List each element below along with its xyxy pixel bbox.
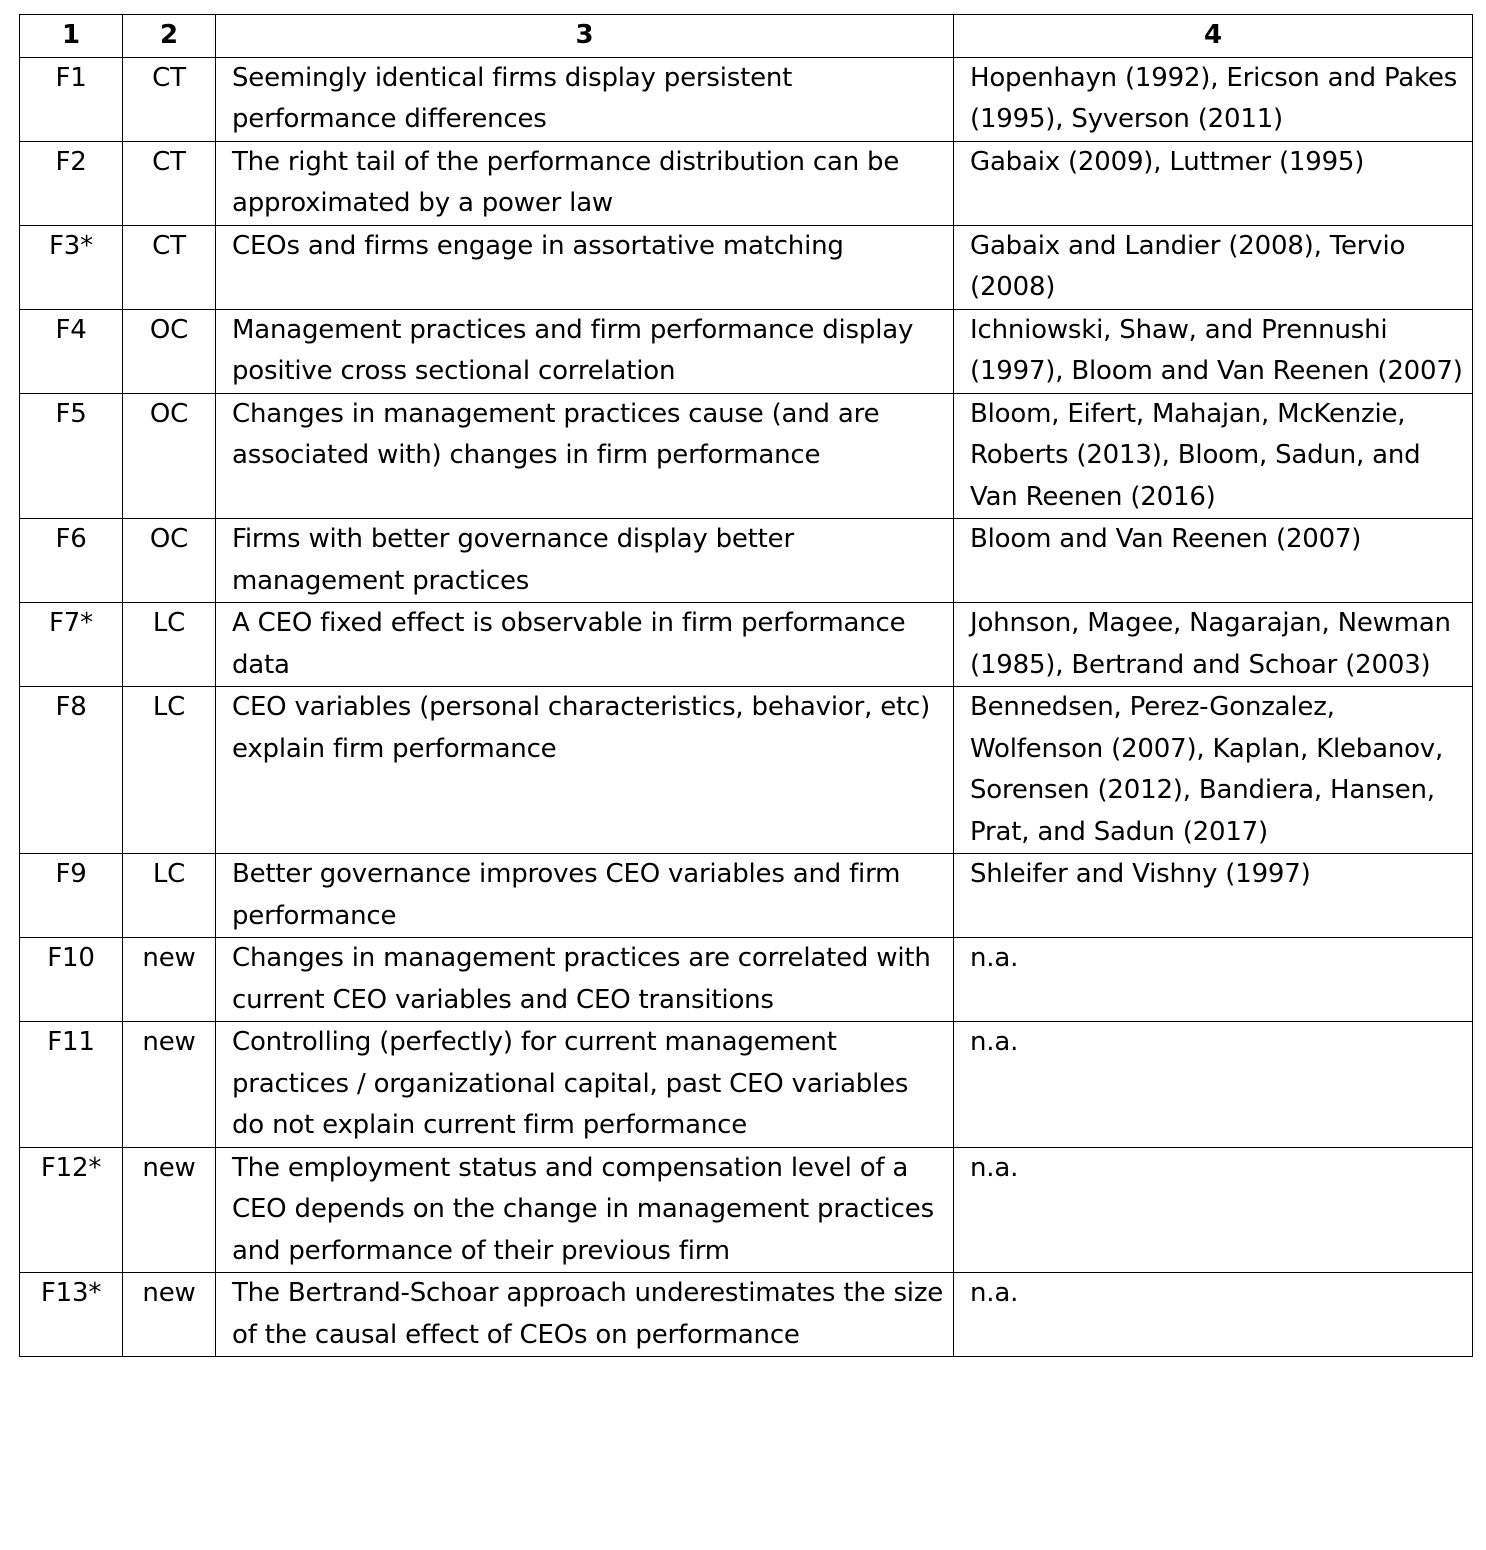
fact-id-cell: F7* — [20, 603, 123, 687]
fact-id-cell: F2 — [20, 141, 123, 225]
description-cell: The Bertrand-Schoar approach underestimates the size of the causal effect of CEOs on performance — [216, 1273, 954, 1357]
table-row — [20, 938, 1473, 1022]
reference-cell: Shleifer and Vishny (1997) — [954, 854, 1473, 938]
fact-id-cell: F6 — [20, 519, 123, 603]
category-cell: new — [123, 1147, 216, 1273]
category-cell: LC — [123, 603, 216, 687]
description-cell: The employment status and compensation level of a CEO depends on the change in management practices and performance of their previous firm — [216, 1147, 954, 1273]
table-row — [20, 309, 1473, 393]
reference-cell: n.a. — [954, 938, 1473, 1022]
category-cell: CT — [123, 57, 216, 141]
fact-id-cell: F12* — [20, 1147, 123, 1273]
reference-cell: Bennedsen, Perez-Gonzalez, Wolfenson (2007), Kaplan, Klebanov, Sorensen (2012), Bandiera, Hansen, Prat, and Sadun (2017) — [954, 687, 1473, 854]
table-row — [20, 141, 1473, 225]
category-cell: new — [123, 938, 216, 1022]
description-cell: Seemingly identical firms display persistent performance differences — [216, 57, 954, 141]
fact-id-cell: F1 — [20, 57, 123, 141]
category-cell: new — [123, 1273, 216, 1357]
category-cell: LC — [123, 854, 216, 938]
fact-id-cell: F5 — [20, 393, 123, 519]
category-cell: OC — [123, 519, 216, 603]
reference-cell: n.a. — [954, 1022, 1473, 1148]
reference-cell: Ichniowski, Shaw, and Prennushi (1997), Bloom and Van Reenen (2007) — [954, 309, 1473, 393]
fact-id-cell: F13* — [20, 1273, 123, 1357]
fact-id-cell: F4 — [20, 309, 123, 393]
table-row — [20, 519, 1473, 603]
table-row — [20, 603, 1473, 687]
description-cell: CEOs and firms engage in assortative matching — [216, 225, 954, 309]
header-col-1: 1 — [20, 15, 123, 58]
fact-id-cell: F10 — [20, 938, 123, 1022]
table-row — [20, 57, 1473, 141]
fact-id-cell: F9 — [20, 854, 123, 938]
category-cell: OC — [123, 393, 216, 519]
reference-cell: Bloom and Van Reenen (2007) — [954, 519, 1473, 603]
reference-cell: Hopenhayn (1992), Ericson and Pakes (1995), Syverson (2011) — [954, 57, 1473, 141]
header-row — [20, 15, 1473, 58]
fact-id-cell: F8 — [20, 687, 123, 854]
table-row — [20, 854, 1473, 938]
reference-cell: Gabaix and Landier (2008), Tervio (2008) — [954, 225, 1473, 309]
category-cell: LC — [123, 687, 216, 854]
table-row — [20, 225, 1473, 309]
category-cell: CT — [123, 225, 216, 309]
header-col-3: 3 — [216, 15, 954, 58]
table-row — [20, 393, 1473, 519]
category-cell: new — [123, 1022, 216, 1148]
reference-cell: n.a. — [954, 1273, 1473, 1357]
header-col-4: 4 — [954, 15, 1473, 58]
description-cell: Management practices and firm performance display positive cross sectional correlation — [216, 309, 954, 393]
reference-cell: Gabaix (2009), Luttmer (1995) — [954, 141, 1473, 225]
table-row — [20, 1147, 1473, 1273]
reference-cell: n.a. — [954, 1147, 1473, 1273]
fact-id-cell: F3* — [20, 225, 123, 309]
table-row — [20, 687, 1473, 854]
table-row — [20, 1273, 1473, 1357]
reference-cell: Bloom, Eifert, Mahajan, McKenzie, Roberts (2013), Bloom, Sadun, and Van Reenen (2016) — [954, 393, 1473, 519]
header-col-2: 2 — [123, 15, 216, 58]
category-cell: OC — [123, 309, 216, 393]
reference-cell: Johnson, Magee, Nagarajan, Newman (1985), Bertrand and Schoar (2003) — [954, 603, 1473, 687]
description-cell: Changes in management practices are correlated with current CEO variables and CEO transitions — [216, 938, 954, 1022]
facts-table — [19, 14, 1473, 1357]
description-cell: Firms with better governance display better management practices — [216, 519, 954, 603]
description-cell: Better governance improves CEO variables and firm performance — [216, 854, 954, 938]
description-cell: The right tail of the performance distribution can be approximated by a power law — [216, 141, 954, 225]
fact-id-cell: F11 — [20, 1022, 123, 1148]
description-cell: Controlling (perfectly) for current management practices / organizational capital, past CEO variables do not explain current firm performance — [216, 1022, 954, 1148]
table-row — [20, 1022, 1473, 1148]
category-cell: CT — [123, 141, 216, 225]
description-cell: CEO variables (personal characteristics, behavior, etc) explain firm performance — [216, 687, 954, 854]
description-cell: A CEO fixed effect is observable in firm performance data — [216, 603, 954, 687]
description-cell: Changes in management practices cause (and are associated with) changes in firm performance — [216, 393, 954, 519]
